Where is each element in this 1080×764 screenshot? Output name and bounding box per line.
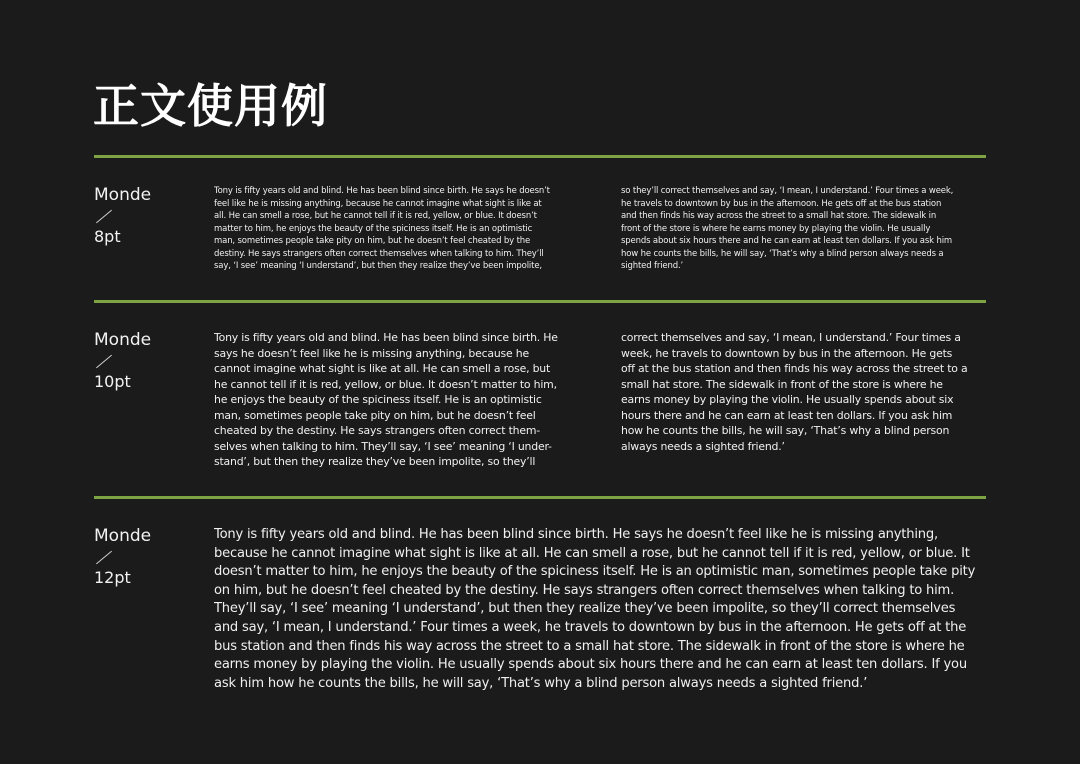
sample-label-10pt: [94, 329, 151, 393]
slash-divider: [94, 547, 114, 567]
text-line: he enjoys the beauty of the spiciness itself. He is an optimistic: [214, 393, 542, 406]
text-line: small hat store. The sidewalk in front of the store is where he: [621, 377, 943, 391]
text-line: doesn’t matter to him, he enjoys the beauty of the spiciness itself. He is an optimistic man, sometimes people take pity: [214, 564, 976, 580]
font-size-label: 8pt: [94, 227, 121, 246]
font-size-label: 12pt: [94, 568, 131, 587]
text-line: hours there and he can earn at least ten dollars. If you ask him: [621, 408, 953, 422]
text-line: matter to him, he enjoys the beauty of the spiciness itself. He is an optimistic: [214, 223, 533, 234]
text-line: off at the bus station and then finds his way across the street to a: [621, 362, 968, 375]
text-line: how he counts the bills, he will say, ‘That’s why a blind person: [621, 424, 950, 437]
text-line: he travels to downtown by bus in the afternoon. He gets off at the bus station: [621, 198, 942, 209]
text-line: stand’, but then they realize they’ve been impolite, so they’ll: [214, 455, 536, 468]
text-line: cannot imagine what sight is like at all. He can smell a rose, but: [214, 362, 551, 375]
text-line: say, ‘I see’ meaning ‘I understand’, but then they realize they’ve been impolite,: [214, 261, 542, 271]
text-line: always needs a sighted friend.’: [621, 439, 785, 453]
text-line: destiny. He says strangers often correct themselves when talking to him. They’ll: [214, 248, 544, 259]
text-line: Tony is fifty years old and blind. He has been blind since birth. He says he doesn’t: [214, 186, 550, 196]
text-line: because he cannot imagine what sight is like at all. He can smell a rose, but he cannot tell if it is red, yellow, or blue. It: [214, 545, 970, 561]
font-size-label: 10pt: [94, 372, 131, 391]
text-line: on him, but he doesn’t feel cheated by the destiny. He says strangers often correct themselves when talking to him.: [214, 582, 955, 598]
text-line: says he doesn’t feel like he is missing anything, because he: [214, 346, 529, 360]
text-line: how he counts the bills, he will say, ‘That’s why a blind person always needs a: [621, 248, 944, 259]
sample-text-8pt-col2: [621, 185, 986, 273]
text-line: man, sometimes people take pity on him, but he doesn’t feel: [214, 408, 536, 422]
text-line: man, sometimes people take pity on him, but he doesn’t feel cheated by the: [214, 236, 531, 246]
text-line: front of the store is where he earns money by playing the violin. He usually: [621, 223, 931, 234]
sample-text-10pt-col2: [621, 330, 993, 454]
text-line: correct themselves and say, ‘I mean, I understand.’ Four times a: [621, 331, 961, 344]
sample-label-8pt: [94, 184, 151, 248]
font-name: Monde: [94, 185, 152, 205]
text-line: bus station and then finds his way across the street to a small hat store. The sidewalk in front of the store is where he: [214, 638, 965, 654]
text-line: They’ll say, ‘I see’ meaning ‘I understand’, but then they realize they’ve been impolite, so they’ll correct themselves: [214, 601, 956, 617]
text-line: earns money by playing the violin. He usually spends about six hours there and he can earn at least ten dollars. If you: [214, 657, 967, 673]
sample-text-8pt-col1: [214, 185, 604, 273]
text-line: sighted friend.’: [621, 261, 684, 271]
text-line: and say, ‘I mean, I understand.’ Four times a week, he travels to downtown by bus in the afternoon. He gets off at the: [214, 619, 967, 635]
sample-text-10pt-col1: [214, 330, 609, 470]
text-line: Tony is fifty years old and blind. He has been blind since birth. He: [214, 331, 558, 344]
page-title: 正文使用例: [93, 79, 328, 133]
sample-text-12pt: [214, 526, 1004, 693]
text-line: earns money by playing the violin. He usually spends about six: [621, 393, 954, 406]
text-line: selves when talking to him. They’ll say, ‘I see’ meaning ‘I under-: [214, 439, 552, 453]
divider-rule: [94, 496, 986, 499]
divider-rule: [94, 155, 986, 158]
text-line: ask him how he counts the bills, he will say, ‘That’s why a blind person always needs a sighted friend.’: [214, 675, 868, 691]
font-name: Monde: [94, 526, 152, 546]
text-line: week, he travels to downtown by bus in the afternoon. He gets: [621, 346, 953, 360]
text-line: spends about six hours there and he can earn at least ten dollars. If you ask him: [621, 236, 953, 246]
slash-divider: [94, 206, 114, 226]
sample-label-12pt: [94, 525, 151, 589]
text-line: Tony is fifty years old and blind. He has been blind since birth. He says he doesn’t feel like he is missing anything,: [214, 527, 938, 542]
text-line: feel like he is missing anything, because he cannot imagine what sight is like at: [214, 198, 542, 209]
text-line: he cannot tell if it is red, yellow, or blue. It doesn’t matter to him,: [214, 377, 557, 391]
font-name: Monde: [94, 330, 152, 350]
text-line: so they’ll correct themselves and say, ‘I mean, I understand.’ Four times a week,: [621, 186, 954, 196]
divider-rule: [94, 300, 986, 303]
text-line: all. He can smell a rose, but he cannot tell if it is red, yellow, or blue. It doesn’t: [214, 211, 537, 221]
text-line: cheated by the destiny. He says strangers often correct them-: [214, 424, 541, 437]
text-line: and then finds his way across the street to a small hat store. The sidewalk in: [621, 211, 937, 221]
slash-divider: [94, 351, 114, 371]
